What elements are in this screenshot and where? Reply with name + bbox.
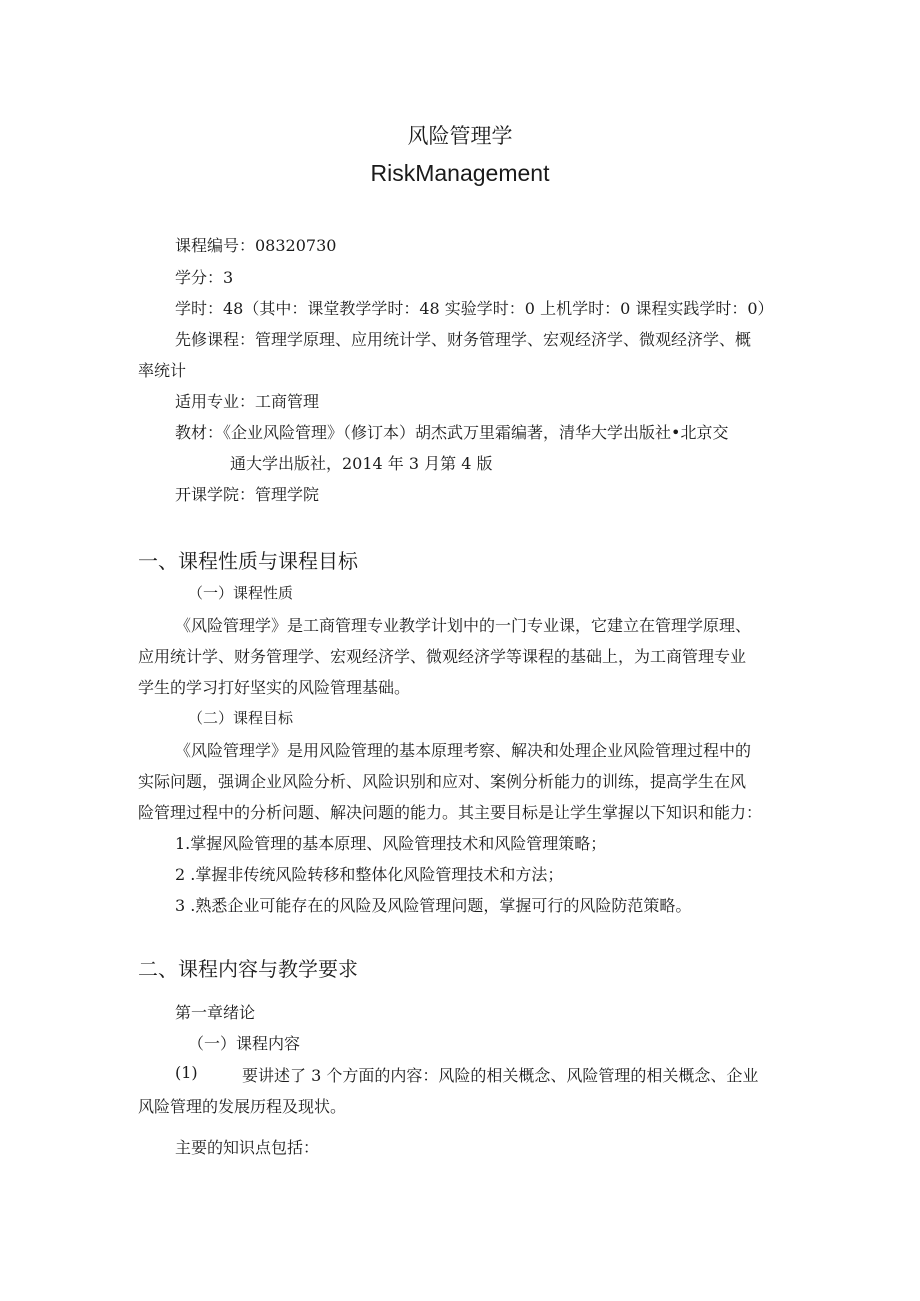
textbook-cont: 通大学出版社，2014 年 3 月第 4 版 (230, 454, 493, 473)
applicable-major: 适用专业：工商管理 (175, 392, 320, 411)
goal-item: 3 .熟悉企业可能存在的风险及风险管理问题，掌握可行的风险防范策略。 (175, 896, 692, 915)
chapter-title: 第一章绪论 (175, 1003, 256, 1022)
page-title-english: RiskManagement (370, 160, 550, 186)
content-item-number: (1) (175, 1063, 198, 1082)
paragraph-line: 应用统计学、财务管理学、宏观经济学、微观经济学等课程的基础上，为工商管理专业 (138, 647, 747, 666)
goal-item: 2 .掌握非传统风险转移和整体化风险管理技术和方法； (175, 865, 564, 884)
section-heading: 二、课程内容与教学要求 (138, 957, 358, 981)
subsection-heading: （二）课程目标 (188, 709, 294, 727)
textbook: 教材：《企业风险管理》（修订本）胡杰武万里霜编著，清华大学出版社•北京交 (175, 423, 729, 442)
content-item-text: 要讲述了 3 个方面的内容：风险的相关概念、风险管理的相关概念、企业 (242, 1066, 759, 1085)
subsection-heading: （一）课程内容 (188, 1034, 301, 1053)
course-code: 课程编号：08320730 (175, 236, 337, 255)
page-title: 风险管理学 (407, 124, 513, 148)
offering-school: 开课学院：管理学院 (175, 485, 320, 504)
course-hours: 学时：48（其中：课堂教学学时：48 实验学时：0 上机学时：0 课程实践学时：0） (175, 299, 774, 318)
paragraph-line: 险管理过程中的分析问题、解决问题的能力。其主要目标是让学生掌握以下知识和能力： (138, 803, 763, 822)
paragraph-line: 实际问题，强调企业风险分析、风险识别和应对、案例分析能力的训练，提高学生在风 (138, 772, 747, 791)
subsection-heading: （一）课程性质 (188, 584, 294, 602)
goal-item: 1.掌握风险管理的基本原理、风险管理技术和风险管理策略； (175, 834, 607, 853)
content-item-text-cont: 风险管理的发展历程及现状。 (138, 1097, 347, 1116)
paragraph-line: 《风险管理学》是用风险管理的基本原理考察、解决和处理企业风险管理过程中的 (175, 741, 752, 760)
paragraph-line: 学生的学习打好坚实的风险管理基础。 (138, 678, 411, 697)
section-heading: 一、课程性质与课程目标 (138, 549, 358, 573)
paragraph-line: 《风险管理学》是工商管理专业教学计划中的一门专业课，它建立在管理学原理、 (175, 616, 752, 635)
prerequisites: 先修课程：管理学原理、应用统计学、财务管理学、宏观经济学、微观经济学、概 (175, 330, 752, 349)
knowledge-points-label: 主要的知识点包括： (175, 1138, 320, 1157)
prerequisites-cont: 率统计 (138, 361, 187, 380)
course-credit: 学分：3 (175, 268, 234, 287)
